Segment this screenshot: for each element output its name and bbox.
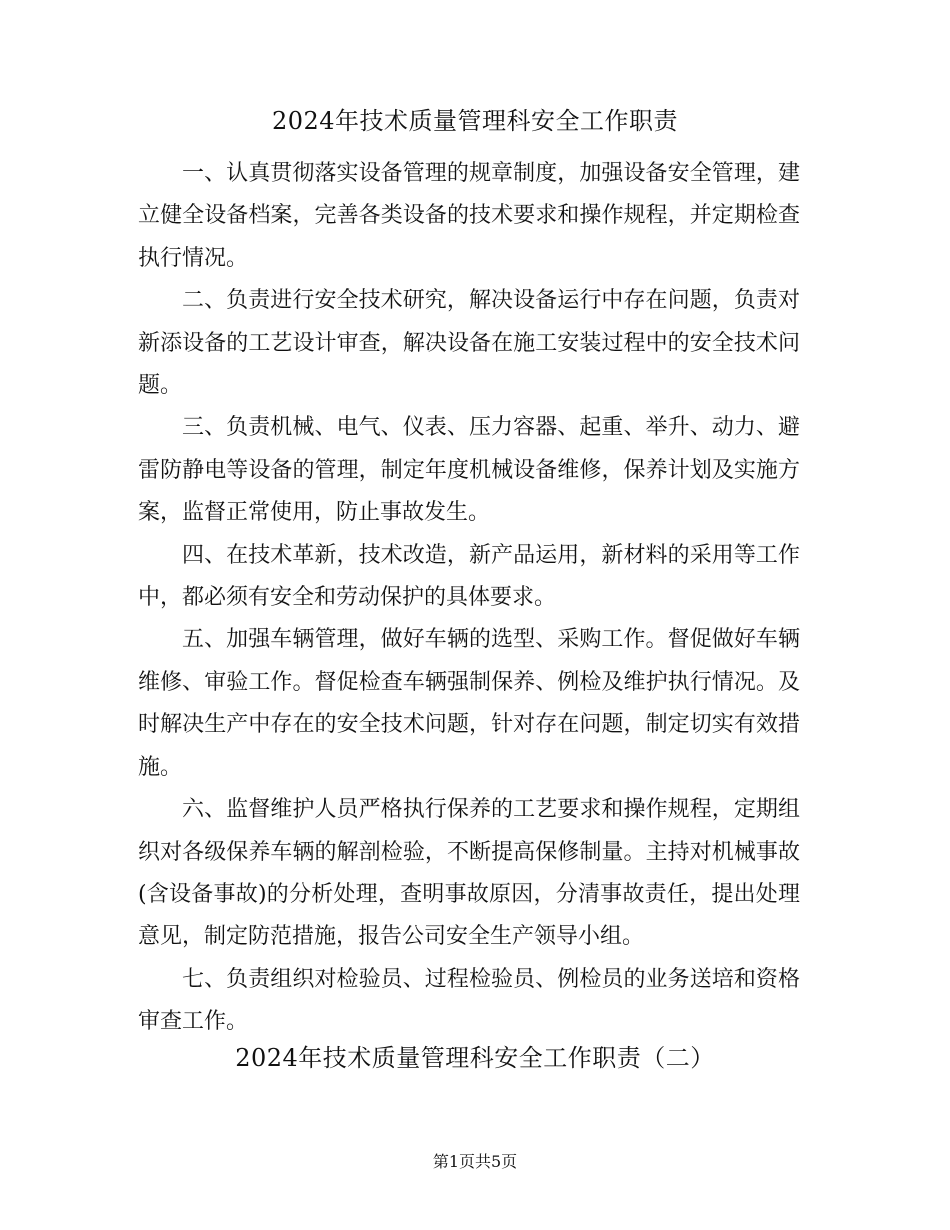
document-body: [138, 153, 800, 1044]
paragraph-3: 三、负责机械、电气、仪表、压力容器、起重、举升、动力、避雷防静电等设备的管理，制定年度机械设备维修，保养计划及实施方案，监督正常使用，防止事故发生。: [138, 415, 800, 526]
paragraph-4: 四、在技术革新，技术改造，新产品运用，新材料的采用等工作中，都必须有安全和劳动保护的具体要求。: [138, 542, 800, 611]
document-title: 2024年技术质量管理科安全工作职责: [271, 107, 679, 135]
paragraph-6: 六、监督维护人员严格执行保养的工艺要求和操作规程，定期组织对各级保养车辆的解剖检验，不断提高保修制量。主持对机械事故(含设备事故)的分析处理，查明事故原因，分清事故责任，提出处理意见，制定防范措施，报告公司安全生产领导小组。: [138, 797, 800, 950]
paragraph-7: 七、负责组织对检验员、过程检验员、例检员的业务送培和资格审查工作。: [138, 966, 800, 1035]
section-two-title: 2024年技术质量管理科安全工作职责（二）: [235, 1044, 715, 1072]
paragraph-2: 二、负责进行安全技术研究，解决设备运行中存在问题，负责对新添设备的工艺设计审查，解决设备在施工安装过程中的安全技术问题。: [138, 288, 800, 399]
page-number: 第1页共5页: [432, 1152, 518, 1171]
paragraph-5: 五、加强车辆管理，做好车辆的选型、采购工作。督促做好车辆维修、审验工作。督促检查车辆强制保养、例检及维护执行情况。及时解决生产中存在的安全技术问题，针对存在问题，制定切实有效措施。: [138, 627, 800, 780]
paragraph-1: 一、认真贯彻落实设备管理的规章制度，加强设备安全管理，建立健全设备档案，完善各类设备的技术要求和操作规程，并定期检查执行情况。: [138, 161, 800, 271]
